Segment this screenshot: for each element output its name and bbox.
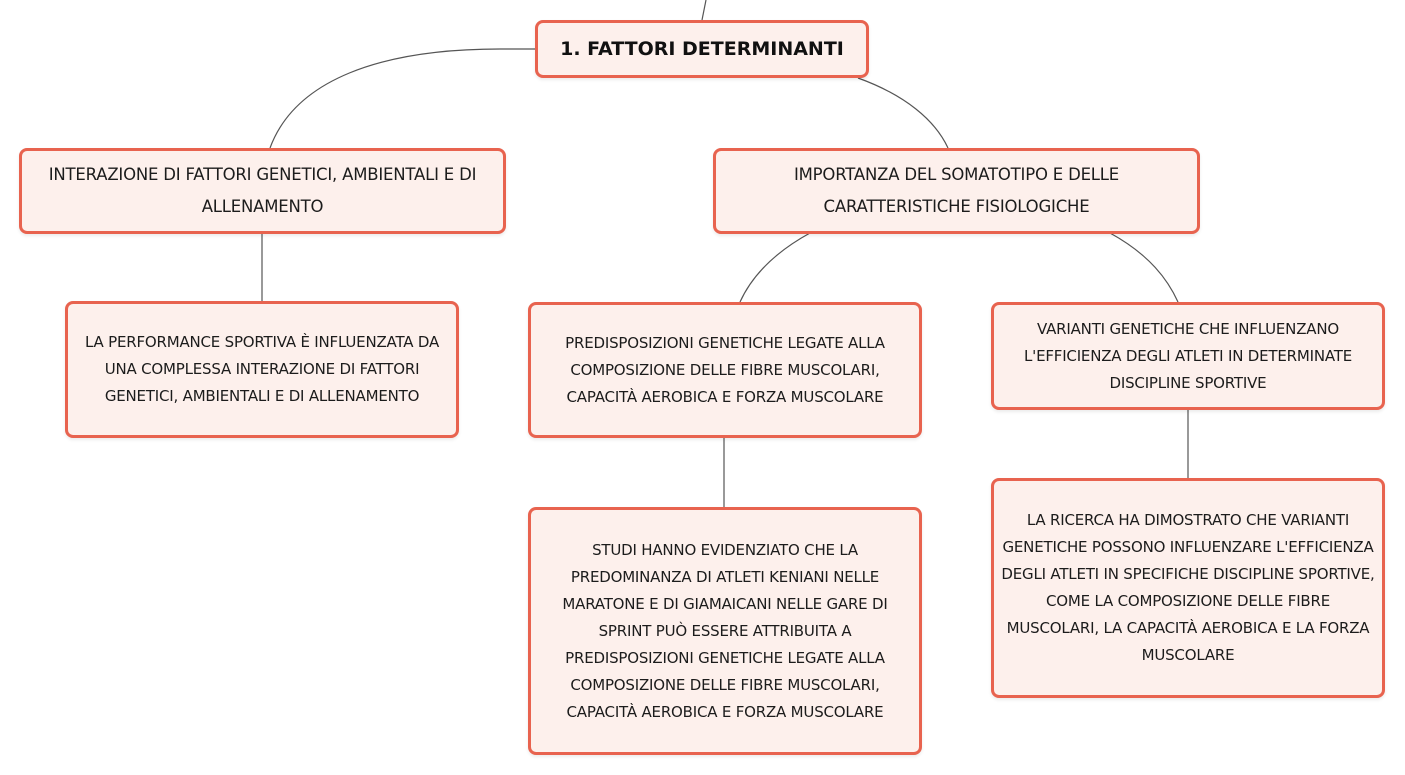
node-somatotipo-label: IMPORTANZA DEL SOMATOTIPO E DELLE CARATTERISTICHE FISIOLOGICHE (793, 165, 1120, 216)
node-ricerca[interactable] (991, 478, 1385, 698)
node-ricerca-label: LA RICERCA HA DIMOSTRATO CHE VARIANTI GENETICHE POSSONO INFLUENZARE L'EFFICIENZA DEGLI ATLETI IN SPECIFICHE DISCIPLINE SPORTIVE, COME LA COMPOSIZIONE DELLE FIBRE MUSCOLARI, LA CAPACITÀ AEROBICA E LA FORZA MUSCOLARE (1001, 511, 1375, 664)
node-performance-label: LA PERFORMANCE SPORTIVA È INFLUENZATA DA UNA COMPLESSA INTERAZIONE DI FATTORI GENETICI, AMBIENTALI E DI ALLENAMENTO (84, 333, 440, 405)
root-label: 1. FATTORI DETERMINANTI (560, 37, 844, 60)
connector-somatotipo-to-varianti (1110, 233, 1178, 302)
node-varianti-label: VARIANTI GENETICHE CHE INFLUENZANO L'EFFICIENZA DEGLI ATLETI IN DETERMINATE DISCIPLINE SPORTIVE (1023, 319, 1352, 392)
node-varianti[interactable] (991, 302, 1385, 410)
node-interazione-label: INTERAZIONE DI FATTORI GENETICI, AMBIENTALI E DI ALLENAMENTO (48, 165, 477, 216)
node-performance[interactable] (65, 301, 459, 438)
node-studi[interactable] (528, 507, 922, 755)
root-node[interactable] (535, 20, 869, 78)
connector-somatotipo-to-predisposizioni (740, 233, 810, 302)
node-interazione[interactable] (19, 148, 506, 234)
connector-parent-to-root (702, 0, 706, 20)
connector-root-to-interazione (270, 49, 536, 148)
node-studi-label: STUDI HANNO EVIDENZIATO CHE LA PREDOMINANZA DI ATLETI KENIANI NELLE MARATONE E DI GIAMAICANI NELLE GARE DI SPRINT PUÒ ESSERE ATTRIBUITA A PREDISPOSIZIONI GENETICHE LEGATE ALLA COMPOSIZIONE DELLE FIBRE MUSCOLARI, CAPACITÀ AEROBICA E FORZA MUSCOLARE (562, 540, 888, 721)
node-predisposizioni[interactable] (528, 302, 922, 438)
node-somatotipo[interactable] (713, 148, 1200, 234)
node-predisposizioni-label: PREDISPOSIZIONI GENETICHE LEGATE ALLA COMPOSIZIONE DELLE FIBRE MUSCOLARI, CAPACITÀ AEROBICA E FORZA MUSCOLARE (565, 333, 885, 406)
connector-root-to-somatotipo (858, 78, 948, 148)
